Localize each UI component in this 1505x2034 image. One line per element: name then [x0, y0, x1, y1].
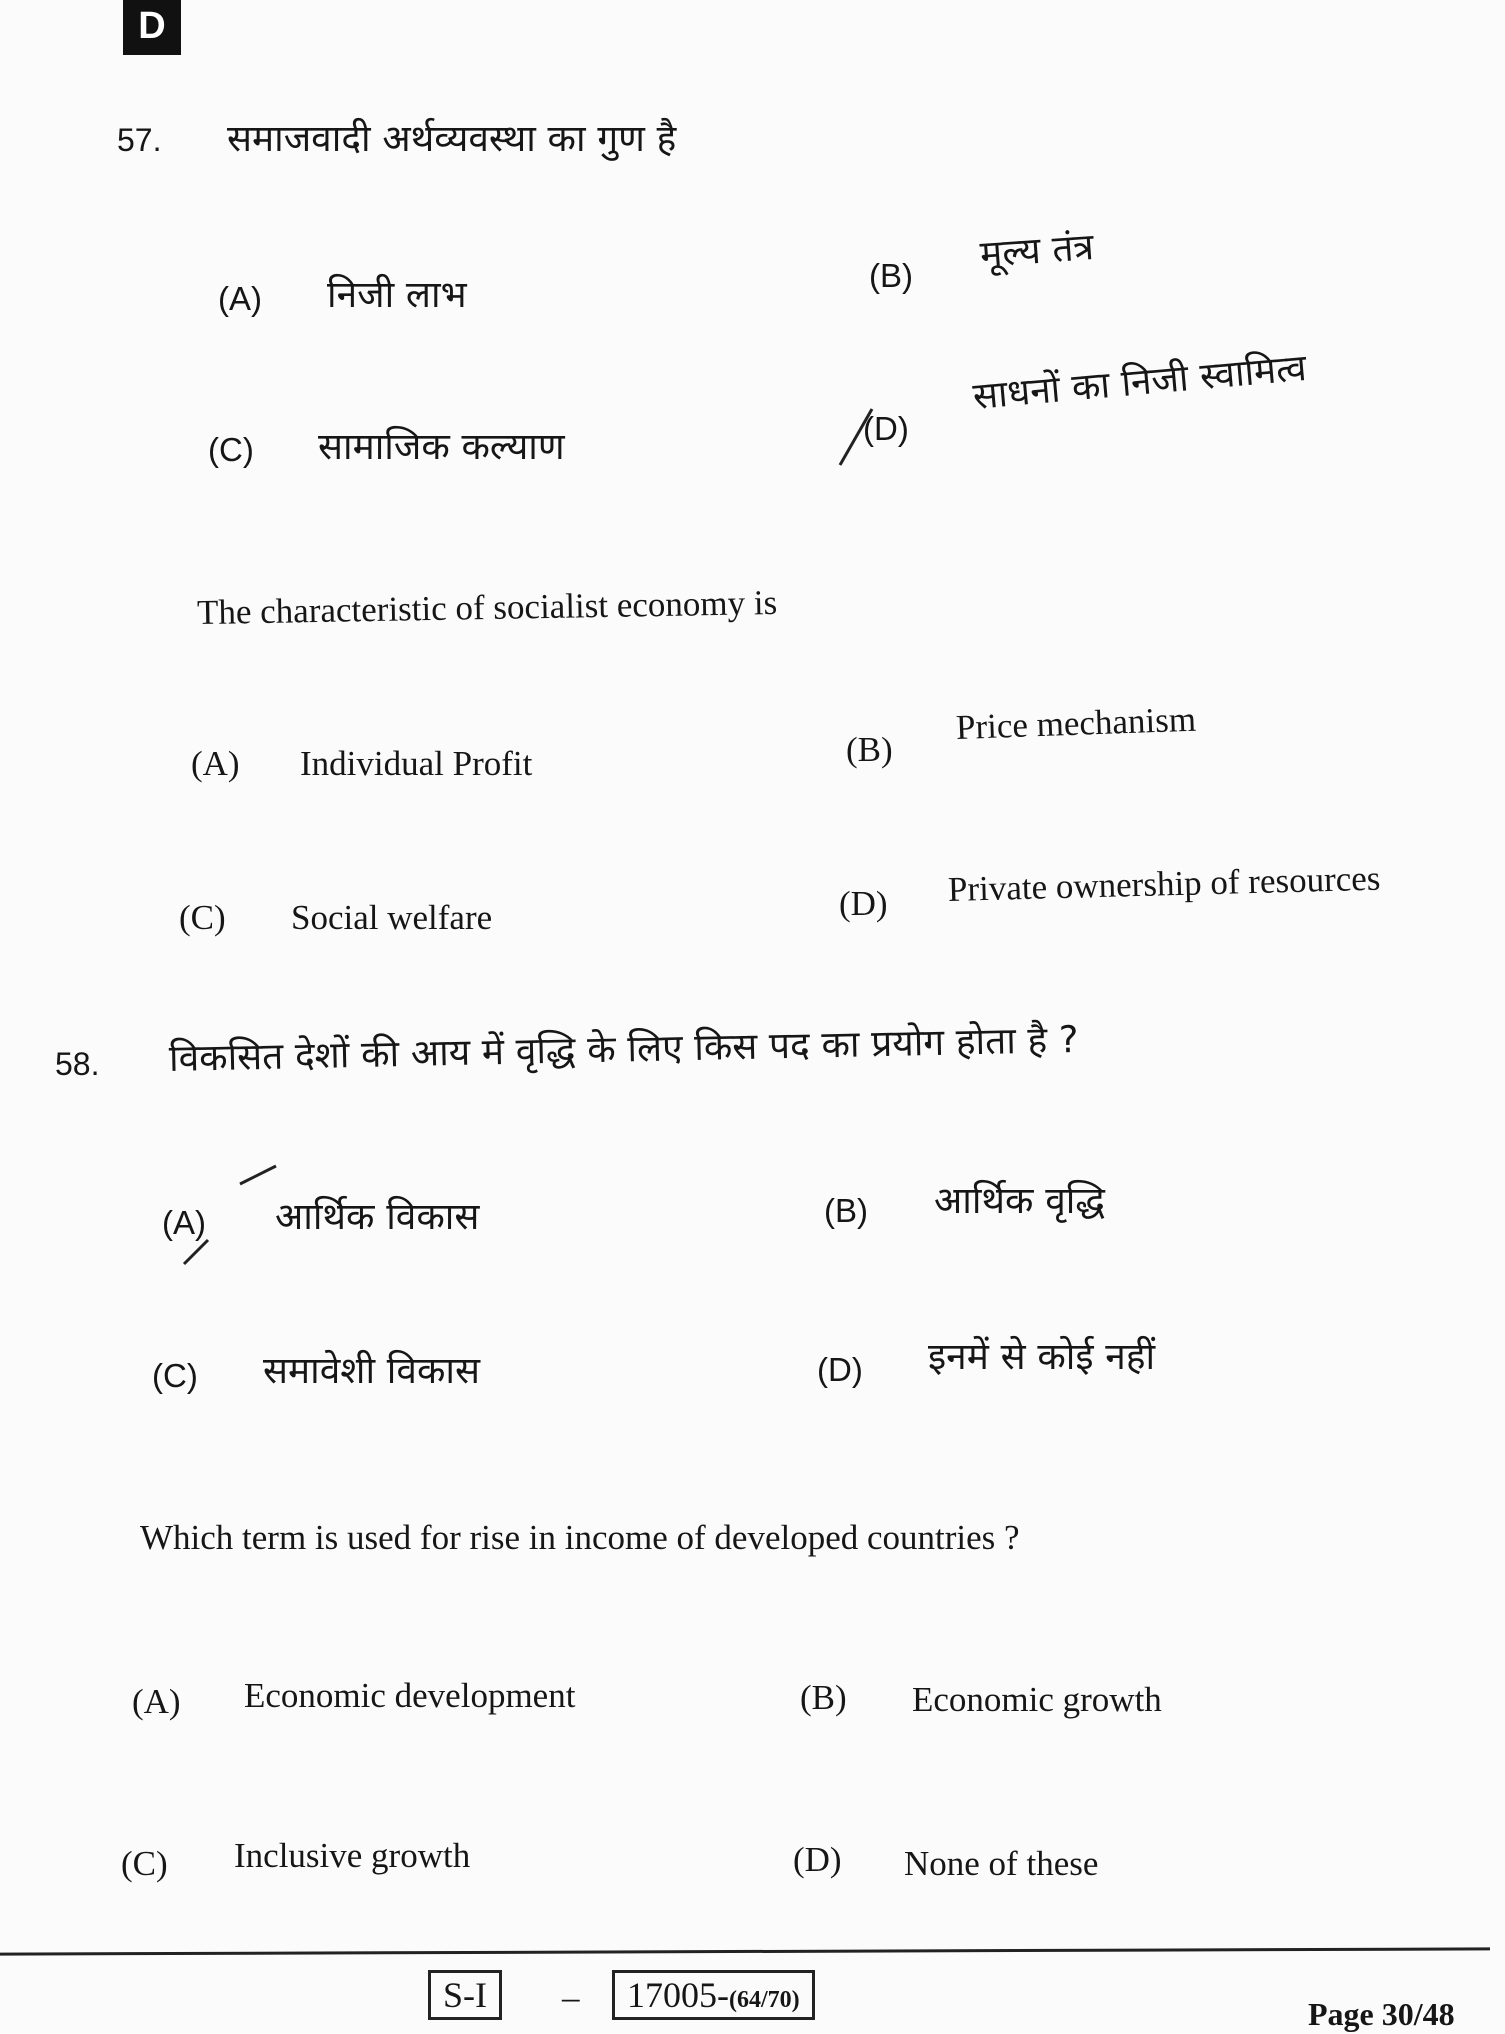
option-label: (B)	[800, 1678, 847, 1717]
option-text: आर्थिक विकास	[275, 1195, 480, 1238]
option-label: (A)	[191, 744, 240, 783]
option-label: (C)	[121, 1844, 168, 1883]
question-text-english: The characteristic of socialist economy is	[196, 582, 778, 633]
option-text: समावेशी विकास	[263, 1349, 480, 1392]
option-text: Inclusive growth	[234, 1836, 471, 1875]
option-label: (B)	[846, 730, 893, 769]
option-text: आर्थिक वृद्धि	[934, 1179, 1105, 1222]
option-label: (C)	[208, 431, 254, 468]
option-text: None of these	[904, 1844, 1099, 1883]
option-text: निजी लाभ	[327, 273, 467, 316]
option-label: (C)	[152, 1357, 198, 1394]
option-text: साधनों का निजी स्वामित्व	[971, 345, 1309, 418]
option-text: Private ownership of resources	[947, 858, 1381, 909]
question-number: 57.	[117, 122, 162, 158]
option-text: सामाजिक कल्याण	[318, 425, 565, 468]
question-text-english: Which term is used for rise in income of developed countries ?	[140, 1518, 1020, 1557]
paper-code-suffix: (64/70)	[729, 1987, 800, 2013]
paper-code: 17005-	[627, 1975, 729, 2015]
option-text: इनमें से कोई नहीं	[928, 1335, 1156, 1378]
option-text: Social welfare	[291, 898, 493, 937]
question-number: 58.	[55, 1046, 100, 1082]
option-label: (C)	[179, 898, 226, 937]
set-code-badge: D	[123, 0, 181, 55]
handwritten-tick-mark	[836, 405, 876, 469]
option-text: Economic growth	[912, 1680, 1162, 1719]
option-label: (B)	[869, 257, 913, 294]
option-text: Individual Profit	[300, 744, 533, 783]
footer-separator: –	[562, 1978, 580, 2017]
question-text-hindi: समाजवादी अर्थव्यवस्था का गुण है	[227, 117, 677, 160]
option-label: (D)	[817, 1351, 863, 1388]
series-code-box	[428, 1970, 502, 2020]
option-label: (A)	[132, 1682, 181, 1721]
option-label: (D)	[863, 410, 909, 447]
option-label: (D)	[839, 884, 888, 923]
series-code: S-I	[443, 1975, 487, 2015]
question-text-hindi: विकसित देशों की आय में वृद्धि के लिए किस पद का प्रयोग होता है ?	[168, 1017, 1080, 1080]
option-text: मूल्य तंत्र	[978, 225, 1096, 276]
footer-divider	[0, 1947, 1490, 1955]
paper-code-box	[612, 1970, 815, 2020]
option-label: (A)	[162, 1204, 206, 1241]
option-label: (B)	[824, 1192, 868, 1229]
page-number: Page 30/48	[1308, 1996, 1455, 2032]
option-text: Economic development	[244, 1676, 576, 1715]
option-label: (A)	[218, 280, 262, 317]
option-text: Price mechanism	[955, 699, 1197, 747]
option-label: (D)	[793, 1840, 842, 1879]
